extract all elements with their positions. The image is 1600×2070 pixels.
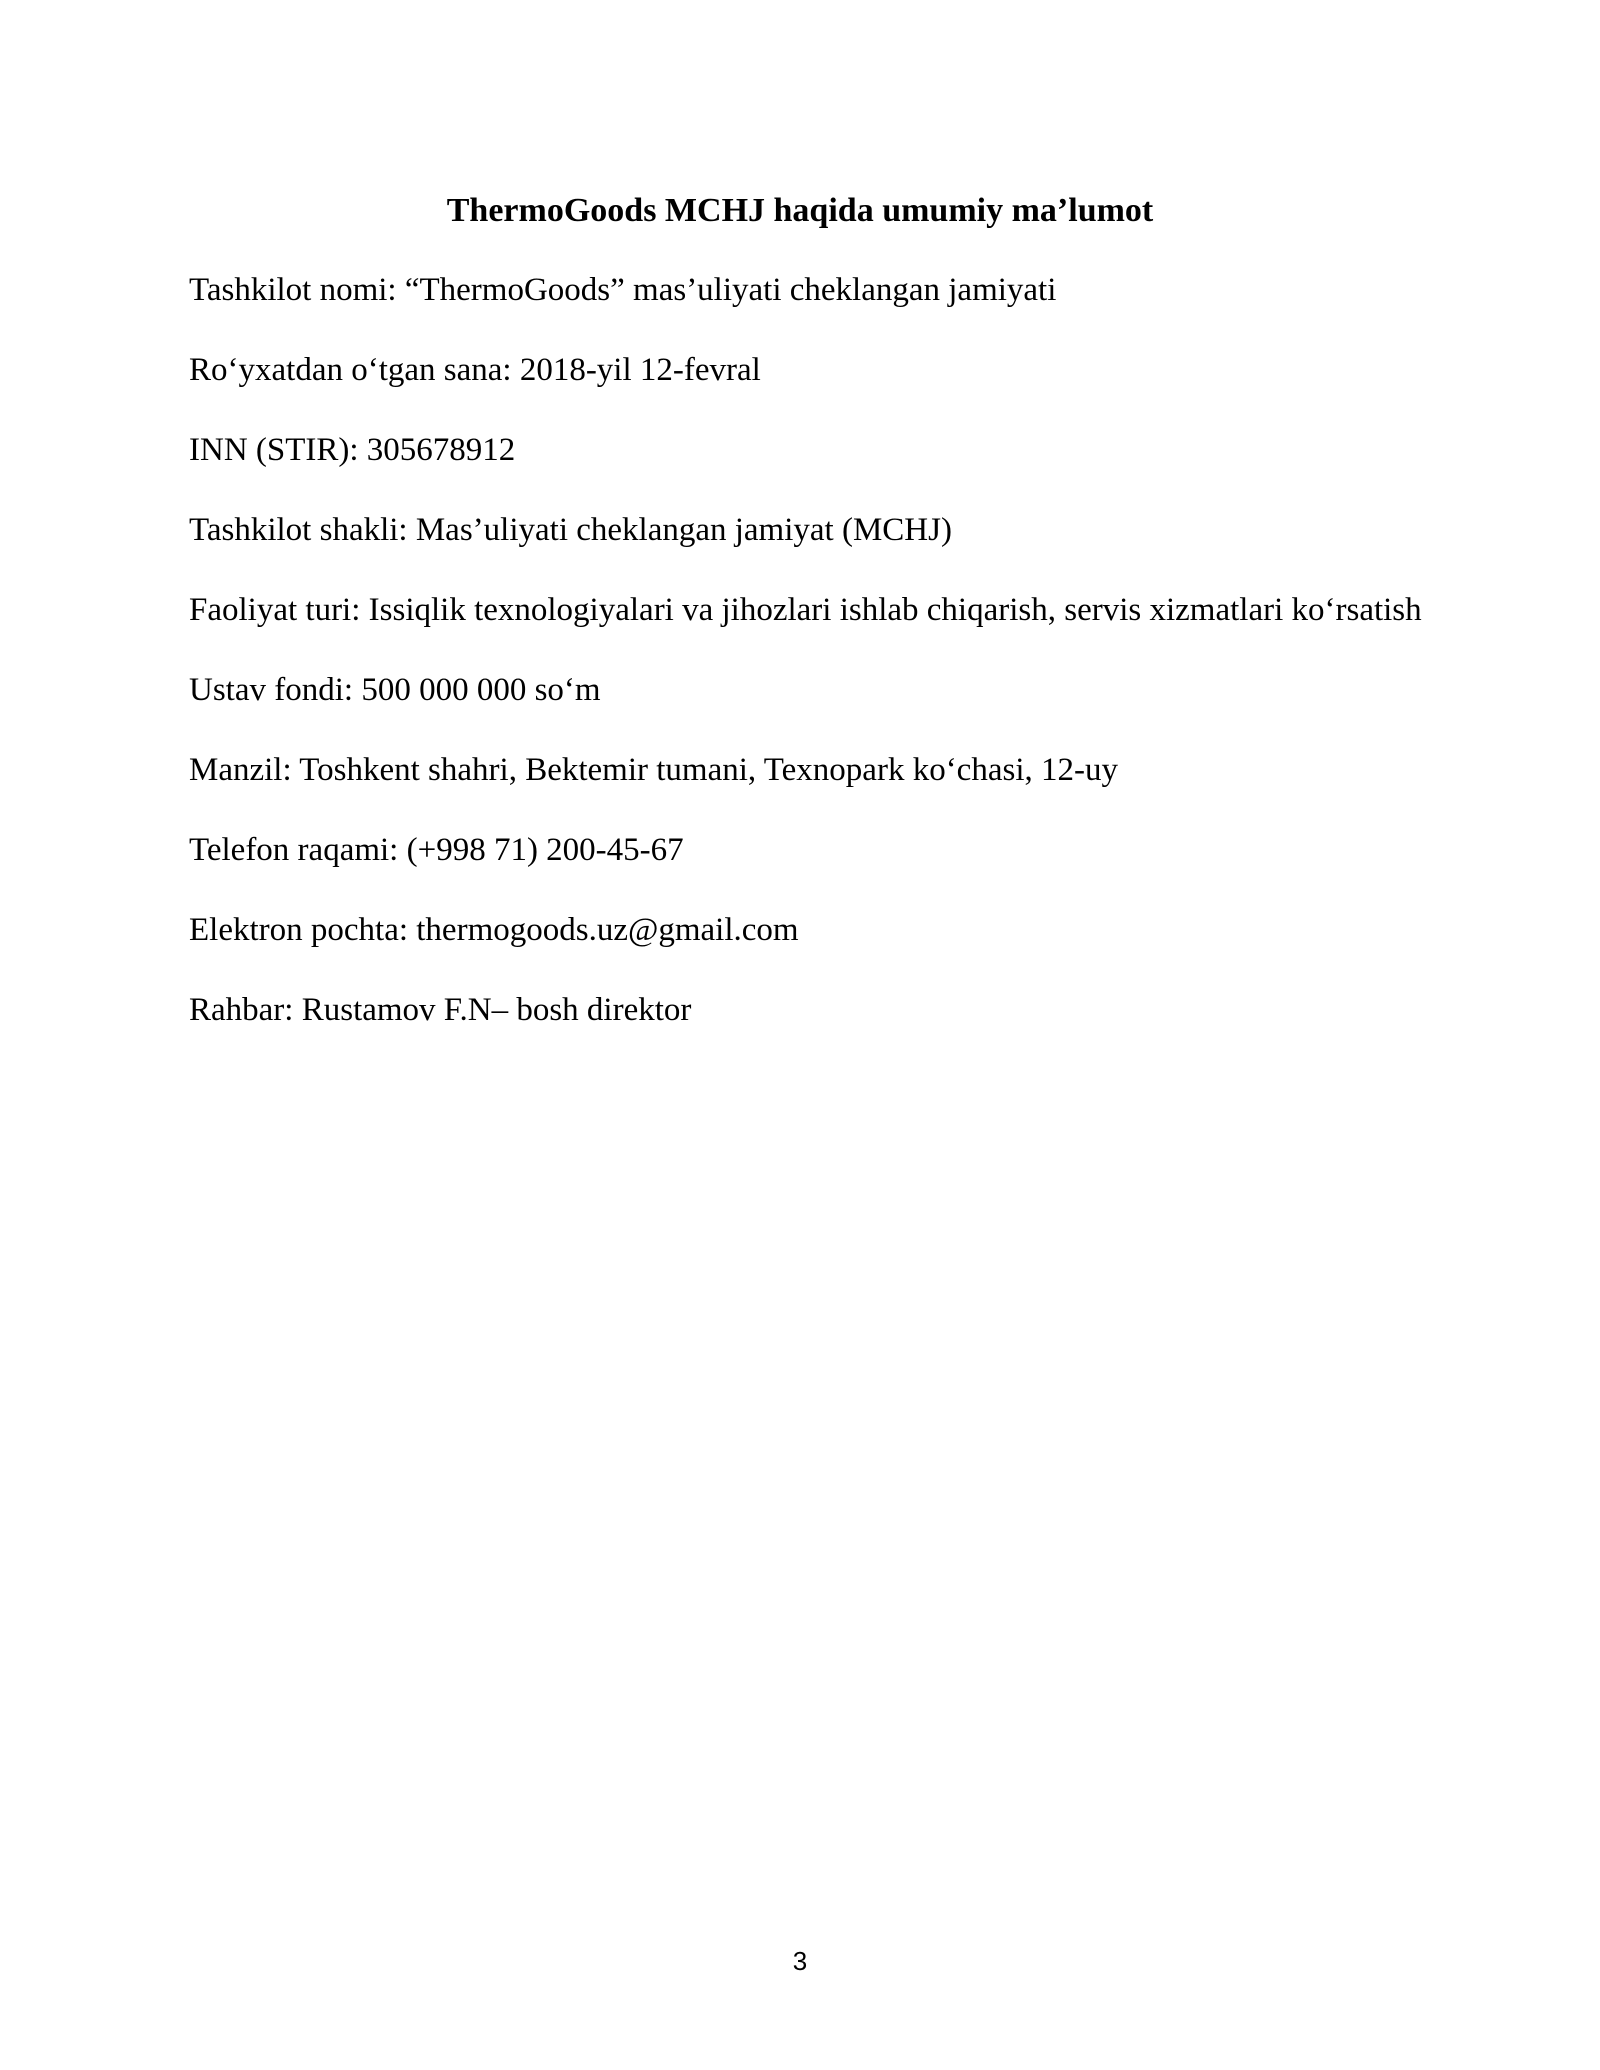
page-number: 3: [792, 1946, 808, 1976]
email-line: Elektron pochta: thermogoods.uz@gmail.com: [189, 912, 799, 948]
charter-capital-line: Ustav fondi: 500 000 000 so‘m: [189, 672, 601, 708]
activity-type-line: Faoliyat turi: Issiqlik texnologiyalari va jihozlari ishlab chiqarish, servis xizmatlari ko‘rsatish: [189, 592, 1422, 628]
organization-name-line: Tashkilot nomi: “ThermoGoods” mas’uliyati cheklangan jamiyati: [189, 272, 1057, 308]
tax-id-line: INN (STIR): 305678912: [189, 432, 516, 468]
director-line: Rahbar: Rustamov F.N– bosh direktor: [189, 992, 692, 1028]
document-title: ThermoGoods MCHJ haqida umumiy ma’lumot: [446, 192, 1154, 229]
address-line: Manzil: Toshkent shahri, Bektemir tumani, Texnopark ko‘chasi, 12-uy: [189, 752, 1118, 788]
phone-line: Telefon raqami: (+998 71) 200-45-67: [189, 832, 684, 868]
registration-date-line: Ro‘yxatdan o‘tgan sana: 2018-yil 12-fevral: [189, 352, 761, 388]
company-info: [189, 266, 1429, 1066]
organization-form-line: Tashkilot shakli: Mas’uliyati cheklangan jamiyat (MCHJ): [189, 512, 952, 548]
